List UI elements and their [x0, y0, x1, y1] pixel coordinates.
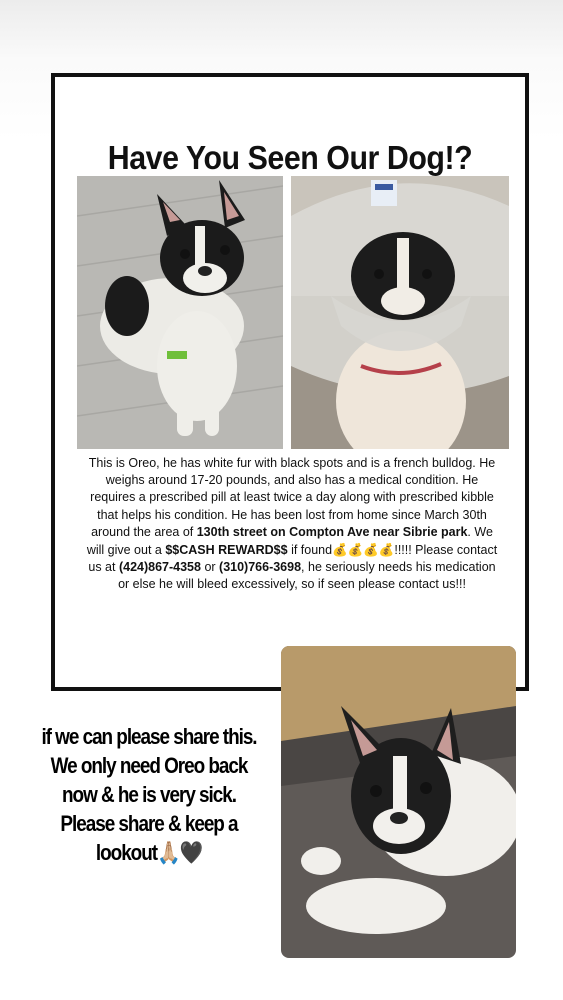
- location-text: 130th street on Compton Ave near Sibrie park: [196, 524, 468, 539]
- flyer-title: Have You Seen Our Dog!?: [107, 139, 473, 176]
- dog-photo-cone: [291, 176, 509, 449]
- money-bag-icon: 💰💰💰💰: [332, 542, 395, 558]
- lost-dog-flyer: [51, 73, 529, 691]
- pray-heart-icon: 🙏🏼🖤: [157, 841, 203, 866]
- dog-photo-lying: [281, 646, 516, 958]
- phone-2: (310)766-3698: [219, 560, 302, 575]
- dog-photo-sitting: [77, 176, 283, 449]
- phone-1: (424)867-4358: [118, 560, 201, 575]
- story-caption: if we can please share this. We only need Oreo back now & he is very sick. Please share & keep a lookout🙏🏼🖤: [41, 724, 257, 866]
- reward-text: $$CASH REWARD$$: [165, 543, 288, 558]
- flyer-description: This is Oreo, he has white fur with black spots and is a french bulldog. He weighs around 17-20 pounds, and also has a medical condition. He requires a prescribed pill at least twice a day along with prescribed kibble that helps his condition. He has been lost from home since March 30th around the area of 130th street on Compton Ave near Sibrie park. We will give out a $$CASH REWARD$$ if found💰💰💰💰!!!!! Please contact us at (424)867-4358 or (310)766-3698, he seriously needs his medication or else he will bleed excessively, so if seen please contact us!!!: [86, 456, 498, 592]
